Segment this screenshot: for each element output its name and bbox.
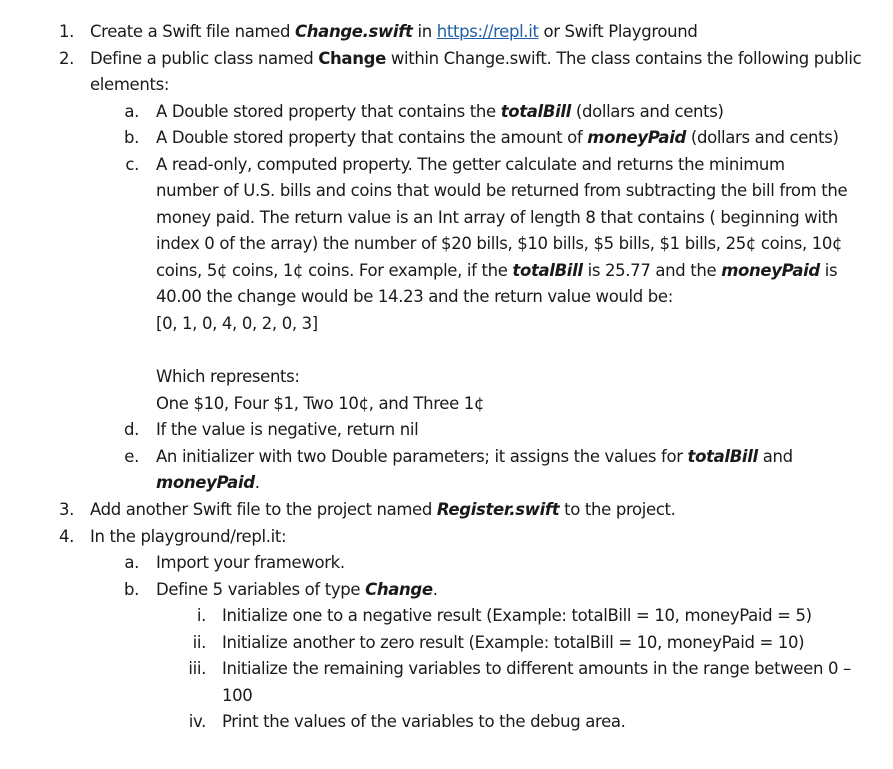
list-marker: ii. [192, 633, 206, 652]
list-marker: b. [123, 580, 139, 599]
list-marker: a. [124, 102, 139, 121]
list-marker: e. [124, 447, 139, 466]
list-marker: 2. [58, 49, 74, 68]
text: A Double stored property that contains the amount of [156, 128, 588, 147]
text: Which represents: [156, 367, 300, 386]
text: elements: [90, 75, 170, 94]
text: is 25.77 and the [582, 261, 722, 280]
text: . [254, 473, 260, 492]
list-marker: b. [123, 128, 139, 147]
text: 100 [222, 686, 253, 705]
text: A Double stored property that contains the [156, 102, 501, 121]
list-marker: iv. [188, 712, 206, 731]
class-name-change: Change [318, 49, 386, 68]
text: If the value is negative, return nil [156, 420, 419, 439]
text: Initialize the remaining variables to different amounts in the range between 0 – [222, 659, 851, 678]
text: number of U.S. bills and coins that would be returned from subtracting the bill from the [156, 181, 848, 200]
text: Initialize another to zero result (Example: totalBill = 10, moneyPaid = 10) [222, 633, 805, 652]
prop-totalbill: totalBill [512, 261, 583, 280]
prop-totalbill: totalBill [687, 447, 758, 466]
list-marker: iii. [188, 659, 206, 678]
filename-change-swift: Change.swift [295, 22, 413, 41]
list-marker: c. [125, 155, 139, 174]
text: coins, 5¢ coins, 1¢ coins. For example, if the [156, 261, 513, 280]
list-marker: i. [196, 606, 206, 625]
text: in [412, 22, 437, 41]
filename-register-swift: Register.swift [436, 500, 560, 519]
text: (dollars and cents) [570, 102, 724, 121]
text: Print the values of the variables to the debug area. [222, 712, 626, 731]
list-marker: 3. [58, 500, 74, 519]
text: Import your framework. [156, 553, 345, 572]
list-marker: a. [124, 553, 139, 572]
text: Initialize one to a negative result (Example: totalBill = 10, moneyPaid = 5) [222, 606, 812, 625]
prop-totalbill: totalBill [500, 102, 571, 121]
prop-moneypaid: moneyPaid [156, 473, 255, 492]
text: [0, 1, 0, 4, 0, 2, 0, 3] [156, 314, 318, 333]
text: Define a public class named [90, 49, 319, 68]
type-change: Change [365, 580, 433, 599]
text: is [819, 261, 838, 280]
list-marker: d. [123, 420, 139, 439]
text: An initializer with two Double parameters; it assigns the values for [156, 447, 688, 466]
text: index 0 of the array) the number of $20 bills, $10 bills, $5 bills, $1 bills, 25¢ coins, 10¢ [156, 234, 843, 253]
text: Create a Swift file named [90, 22, 295, 41]
repl-it-link[interactable]: https://repl.it [436, 22, 539, 41]
text: A read-only, computed property. The getter calculate and returns the minimum [156, 155, 785, 174]
text: and [757, 447, 793, 466]
text: In the playground/repl.it: [90, 527, 287, 546]
text: within Change.swift. The class contains the following public [385, 49, 862, 68]
text: One $10, Four $1, Two 10¢, and Three 1¢ [156, 394, 485, 413]
text: Define 5 variables of type [156, 580, 366, 599]
text: Add another Swift file to the project named [90, 500, 437, 519]
text: money paid. The return value is an Int array of length 8 that contains ( beginning with [156, 208, 838, 227]
list-marker: 1. [58, 22, 74, 41]
text: or Swift Playground [538, 22, 698, 41]
prop-moneypaid: moneyPaid [587, 128, 686, 147]
text: 40.00 the change would be 14.23 and the return value would be: [156, 287, 673, 306]
list-marker: 4. [58, 527, 74, 546]
text: (dollars and cents) [685, 128, 839, 147]
text: to the project. [559, 500, 676, 519]
text: . [432, 580, 438, 599]
prop-moneypaid: moneyPaid [721, 261, 820, 280]
